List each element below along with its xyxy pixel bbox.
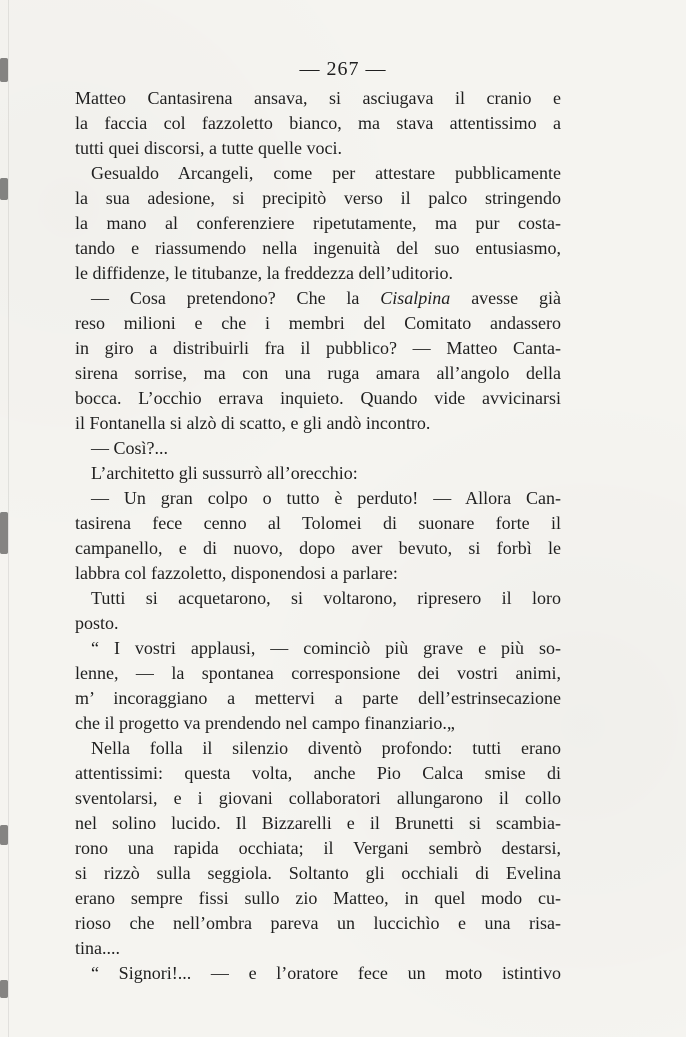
margin-stain xyxy=(0,825,8,845)
text-line: si rizzò sulla seggiola. Soltanto gli occhiali di Evelina xyxy=(75,863,561,883)
text-line: attentissimi: questa volta, anche Pio Calca smise di xyxy=(75,763,561,783)
text-line: la faccia col fazzoletto bianco, ma stava attentissimo a xyxy=(75,113,561,133)
margin-stain xyxy=(0,512,8,554)
text-line: tando e riassumendo nella ingenuità del suo entusiasmo, xyxy=(75,238,561,258)
italic-word: Cisalpina xyxy=(380,288,451,308)
text-line: nel solino lucido. Il Bizzarelli e il Brunetti si scambia- xyxy=(75,813,561,833)
text-line: sirena sorrise, ma con una ruga amara all’angolo della xyxy=(75,363,561,383)
text-line: Tutti si acquetarono, si voltarono, ripresero il loro xyxy=(91,588,561,608)
text-line: lenne, — la spontanea corresponsione dei vostri animi, xyxy=(75,663,561,683)
text-line: in giro a distribuirli fra il pubblico? — Matteo Canta- xyxy=(75,338,561,358)
text-line: reso milioni e che i membri del Comitato andassero xyxy=(75,313,561,333)
text-line: tasirena fece cenno al Tolomei di suonare forte il xyxy=(75,513,561,533)
text-line-with-italic xyxy=(75,286,561,311)
text-line: rono una rapida occhiata; il Vergani sembrò destarsi, xyxy=(75,838,561,858)
text-line: Gesualdo Arcangeli, come per attestare pubblicamente xyxy=(91,163,561,183)
text-line: la mano al conferenziere ripetutamente, ma pur costa- xyxy=(75,213,561,233)
body-text xyxy=(75,86,561,986)
text-line: che il progetto va prendendo nel campo finanziario.„ xyxy=(75,713,455,733)
text-line: L’architetto gli sussurrò all’orecchio: xyxy=(91,463,358,483)
text-line: — Un gran colpo o tutto è perduto! — Allora Can- xyxy=(91,488,561,508)
margin-stain xyxy=(0,178,8,200)
text-line: Matteo Cantasirena ansava, si asciugava il cranio e xyxy=(75,88,561,108)
page-number: — 267 — xyxy=(299,58,387,80)
text-line: “ Signori!... — e l’oratore fece un moto istintivo xyxy=(91,963,561,983)
text-line: campanello, e di nuovo, dopo aver bevuto, si forbì le xyxy=(75,538,561,558)
text-line: — Così?... xyxy=(91,438,169,458)
page-left-edge xyxy=(8,0,9,1037)
text-line: il Fontanella si alzò di scatto, e gli andò incontro. xyxy=(75,413,431,433)
text-line: “ I vostri applausi, — cominciò più grave e più so- xyxy=(91,638,561,658)
text-line: la sua adesione, si precipitò verso il palco stringendo xyxy=(75,188,561,208)
text-line: sventolarsi, e i giovani collaboratori allungarono il collo xyxy=(75,788,561,808)
text-line: labbra col fazzoletto, disponendosi a parlare: xyxy=(75,563,398,583)
text-line: rioso che nell’ombra pareva un luccichìo e una risa- xyxy=(75,913,561,933)
text-line: le diffidenze, le titubanze, la freddezza dell’uditorio. xyxy=(75,263,453,283)
text-line: erano sempre fissi sullo zio Matteo, in quel modo cu- xyxy=(75,888,561,908)
text-line: m’ incoraggiano a mettervi a parte dell’estrinsecazione xyxy=(75,688,561,708)
margin-stain xyxy=(0,980,8,998)
text-line: Nella folla il silenzio diventò profondo: tutti erano xyxy=(91,738,561,758)
text-line: posto. xyxy=(75,613,119,633)
line-fragment: — Cosa pretendono? Che la xyxy=(91,288,360,308)
text-line: tina.... xyxy=(75,938,120,958)
line-fragment: avesse già xyxy=(471,288,561,308)
text-line: bocca. L’occhio errava inquieto. Quando vide avvicinarsi xyxy=(75,388,561,408)
text-line: tutti quei discorsi, a tutte quelle voci. xyxy=(75,138,342,158)
